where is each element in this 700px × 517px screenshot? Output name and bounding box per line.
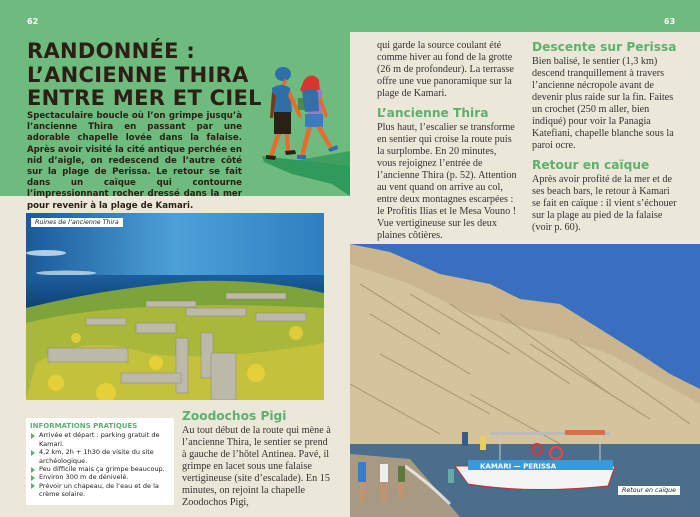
photo-caption: Retour en caïque <box>618 486 680 495</box>
section-heading: Zoodochos Pigi <box>182 409 287 423</box>
info-box-title: INFORMATIONS PRATIQUES <box>30 422 138 430</box>
cliff-boat-image <box>350 244 700 517</box>
section-body: Après avoir profité de la mer et de ses beach bars, le retour à Kamari se fait en caïque : il vient s’échouer sur la plage au pied de la falaise (voir p. 60). <box>532 174 677 233</box>
page-title <box>27 40 262 111</box>
practical-info-box <box>26 418 174 505</box>
photo-ancient-thira-ruins <box>26 213 324 400</box>
header-band-right <box>350 0 700 32</box>
section-body: Plus haut, l’escalier se transforme en sentier qui croise la route puis la surplombe. En 20 minutes, vous rejoignez l’entrée de l’ancienne Thira (p. 52). Attention au vent quand on arrive au col, entre deux montagnes escarpées : le Profitis Ilias et le Mesa Vouno ! Vue vertigineuse sur les deux plaines côtières. <box>377 122 517 241</box>
info-item: 4,2 km, 2h + 1h30 de visite du site archéologique. <box>30 448 170 465</box>
section-body: Bien balisé, le sentier (1,3 km) descend tranquillement à travers l’ancienne nécropole avant de devenir plus raide sur la fin. Faites un crochet (250 m aller, bien indiqué) pour voir la Panagia Katefiani, chapelle blanche sous la paroi ocre. <box>532 56 674 151</box>
page-number-left: 62 <box>27 17 39 26</box>
section-heading: Descente sur Perissa <box>532 40 677 54</box>
right-column-1 <box>377 40 517 242</box>
section-zoodochos-pigi <box>182 409 334 509</box>
page-number-right: 63 <box>664 17 676 26</box>
ruins-landscape-image <box>26 213 324 400</box>
right-column-2 <box>532 40 680 234</box>
title-line: ENTRE MER ET CIEL <box>27 86 262 110</box>
info-item: Peu difficile mais ça grimpe beaucoup. <box>30 465 170 473</box>
info-item: Environ 300 m de dénivelé. <box>30 473 170 481</box>
section-heading: L’ancienne Thira <box>377 106 489 120</box>
section-heading: Retour en caïque <box>532 158 650 172</box>
title-line: L’ANCIENNE THIRA <box>27 62 249 87</box>
info-item: Prévoir un chapeau, de l’eau et de la crème solaire. <box>30 482 170 499</box>
title-line: RANDONNÉE : <box>27 39 196 63</box>
section-body: Au tout début de la route qui mène à l’ancienne Thira, le sentier se prend à gauche de l’hôtel Antinea. Pavé, il grimpe en lacet sous une falaise vertigineuse (site d’escalade). En 15 minutes, on rejoint la chapelle Zoodochos Pigi, <box>182 425 331 508</box>
photo-caption: Ruines de l’ancienne Thira <box>31 218 123 227</box>
intro-paragraph: Spectaculaire boucle où l’on grimpe jusqu’à l’ancienne Thira en passant par une adorable chapelle lovée dans la falaise. Après avoir visité la cité antique perchée en nid d’aigle, on redescend de l’autre côté sur la plage de Perissa. Le retour se fait dans un caïque qui contourne l’impressionnant rocher dressé dans la mer pour revenir à la plage de Kamari. <box>27 111 242 211</box>
photo-caique-boat <box>350 244 700 517</box>
continuation-text: qui garde la source coulant été comme hiver au fond de la grotte (26 m de profondeur). La terrasse offre une vue panoramique sur la plage de Kamari. <box>377 40 514 99</box>
hikers-illustration <box>252 56 350 196</box>
info-list <box>30 431 170 498</box>
info-item: Arrivée et départ : parking gratuit de Kamari. <box>30 431 170 448</box>
boat-name-text: KAMARI — PERISSA <box>480 462 557 471</box>
